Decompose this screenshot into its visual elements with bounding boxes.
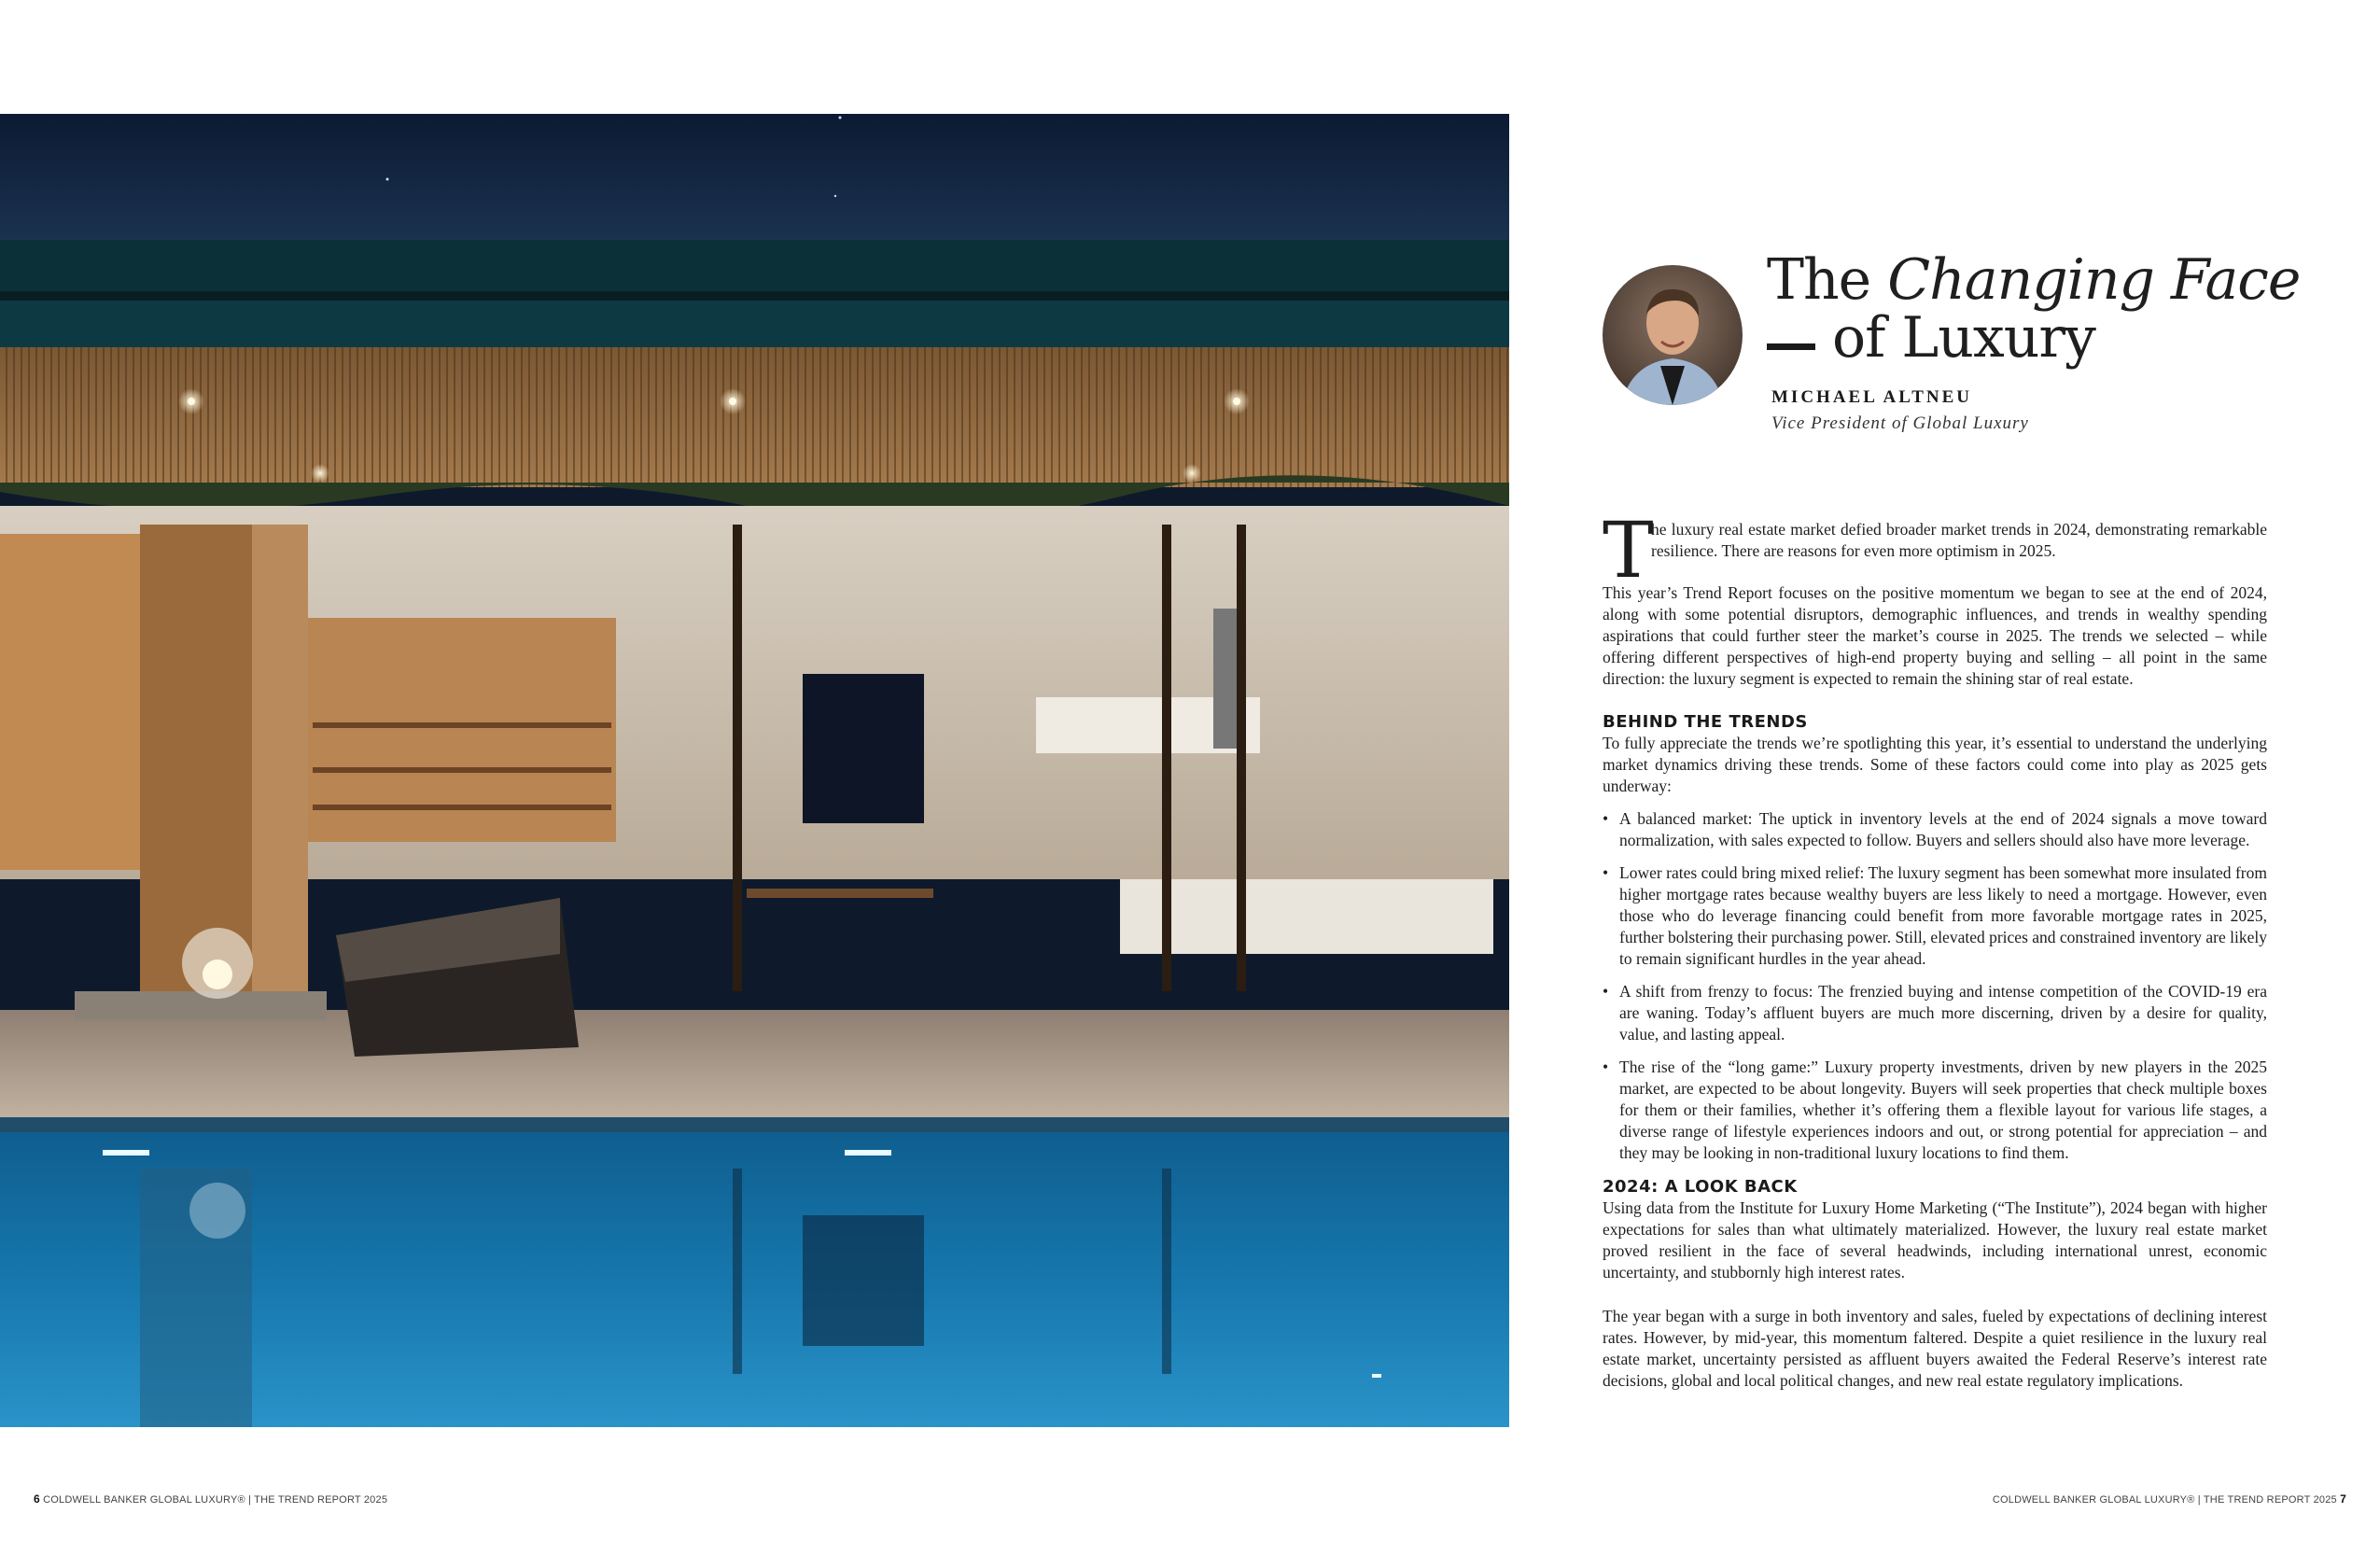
lead-text: he luxury real estate market defied broader market trends in 2024, demonstrating remarkable resilience. There are reasons for even more optimism in 2025. — [1651, 520, 2267, 560]
author-portrait-photo — [1603, 265, 1743, 405]
title-line-1 — [1767, 247, 2301, 313]
paragraph-look-back-2: The year began with a surge in both inventory and sales, fueled by expectations of declining interest rates. However, by mid-year, this momentum faltered. Despite a quiet resilience in the luxury real estate market, uncertainty persisted as affluent buyers awaited the Federal Reserve’s interest rate decisions, global and local political changes, and new real estate regulatory implications. — [1603, 1307, 2267, 1390]
photo-illustration — [0, 114, 1509, 1427]
list-item: • The rise of the “long game:” Luxury property investments, driven by new players in the 2025 market, are expected to be about longevity. Buyers will seek properties that check multiple boxes for them or their families, whether it’s offering them a flexible layout for various life stages, a diverse range of lifestyle experiences indoors and out, or strong potential for appreciation – and they may be looking in non-traditional luxury locations to find them. — [1603, 1057, 2267, 1164]
list-item: • Lower rates could bring mixed relief: The luxury segment has been somewhat more insulated from higher mortgage rates because wealthy buyers are less likely to need a mortgage. However, even those who do leverage financing could benefit from more favorable mortgage rates in 2025, further bolstering their purchasing power. Still, elevated prices and constrained inventory are likely to remain significant hurdles in the year ahead. — [1603, 862, 2267, 970]
author-portrait-illustration — [1603, 265, 1743, 405]
author-name: MICHAEL ALTNEU — [1771, 387, 1972, 407]
page-number-left: 6 — [34, 1492, 40, 1506]
footer-right — [1993, 1492, 2346, 1506]
title-line-2 — [1767, 305, 2289, 371]
title-prefix: The — [1767, 247, 1888, 313]
luxury-home-pool-night-photo — [0, 114, 1509, 1427]
section-heading-look-back: 2024: A LOOK BACK — [1603, 1177, 1798, 1197]
page-number-right: 7 — [2340, 1492, 2346, 1506]
drop-cap: T — [1603, 507, 1654, 595]
author-title: Vice President of Global Luxury — [1771, 413, 2029, 433]
paragraph-behind-trends: To fully appreciate the trends we’re spotlighting this year, it’s essential to understand the underlying market dynamics driving these trends. Some of these factors could come into play as 2025 gets underway: — [1603, 734, 2267, 795]
trend-bullet-list — [1603, 808, 2267, 1164]
footer-left — [34, 1492, 387, 1506]
footer-right-text: COLDWELL BANKER GLOBAL LUXURY® | THE TREND REPORT 2025 — [1992, 1494, 2337, 1506]
title-suffix: of Luxury — [1832, 305, 2095, 371]
paragraph-look-back-1: Using data from the Institute for Luxury Home Marketing (“The Institute”), 2024 began with higher expectations for sales than what ultimately materialized. However, the luxury real estate market proved resilient in the face of several headwinds, including international unrest, economic uncertainty, and stubbornly high interest rates. — [1603, 1198, 2267, 1282]
lead-paragraph — [1603, 507, 2267, 595]
article-title — [1767, 247, 2301, 371]
title-italic: Changing Face — [1887, 247, 2301, 313]
section-heading-behind-trends: BEHIND THE TRENDS — [1603, 712, 1808, 732]
footer-left-text: COLDWELL BANKER GLOBAL LUXURY® | THE TREND REPORT 2025 — [43, 1494, 388, 1506]
article-body — [1603, 507, 2267, 1392]
paragraph-intro: This year’s Trend Report focuses on the positive momentum we began to see at the end of 2024, along with some potential disruptors, demographic influences, and trends in wealthy spending aspirations that could further steer the market’s course in 2025. The trends we selected – while offering different perspectives of high-end property buying and selling – all point in the same direction: the luxury segment is expected to remain the shining star of real estate. — [1603, 583, 2267, 688]
title-dash-rule — [1767, 343, 1815, 350]
list-item: • A balanced market: The uptick in inventory levels at the end of 2024 signals a move toward normalization, with sales expected to follow. Buyers and sellers should also have more leverage. — [1603, 808, 2267, 851]
list-item: • A shift from frenzy to focus: The frenzied buying and intense competition of the COVID-19 era are waning. Today’s affluent buyers are much more discerning, driven by a desire for quality, value, and lasting appeal. — [1603, 981, 2267, 1045]
